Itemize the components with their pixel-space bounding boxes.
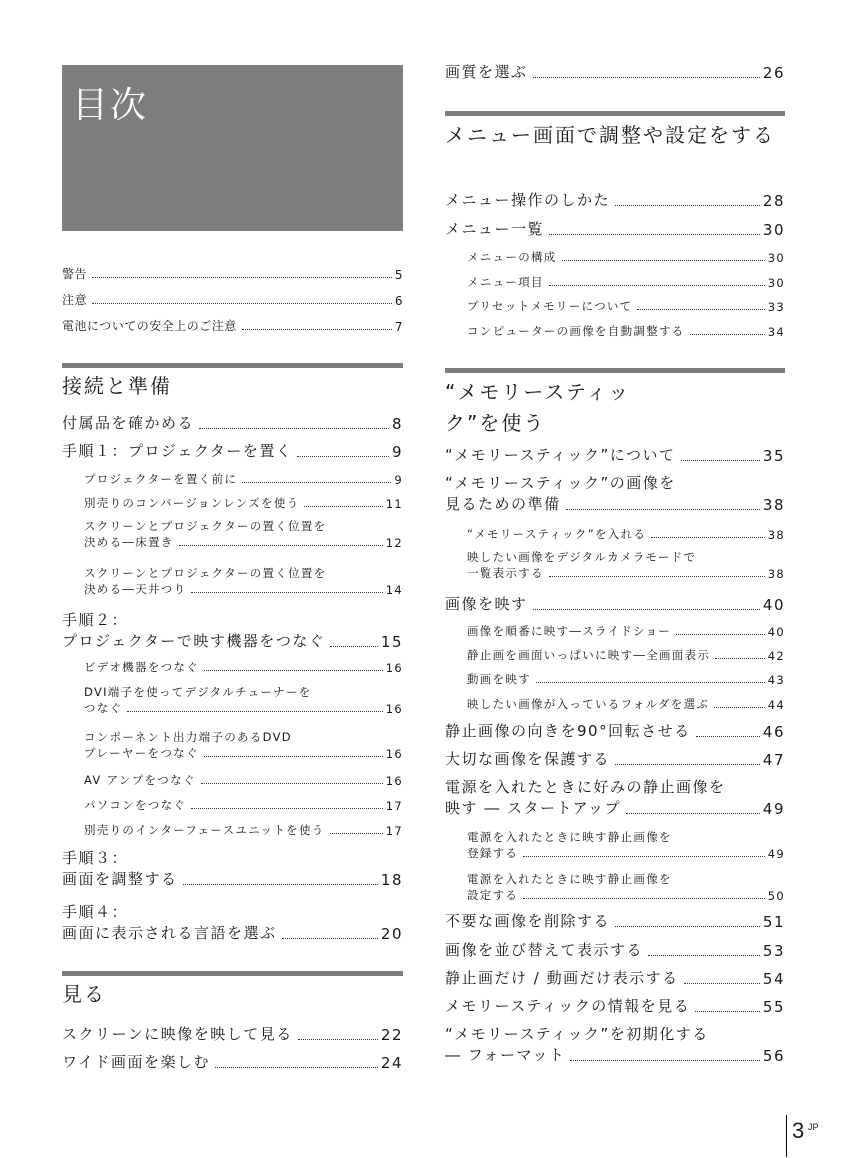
toc-entry[interactable] (62, 847, 403, 889)
entry-page: 56 (762, 1047, 785, 1065)
entry-title-line1: 手順３： (62, 849, 129, 867)
leader-dots (183, 884, 378, 885)
entry-page: 30 (767, 251, 785, 265)
toc-subentry[interactable] (62, 772, 403, 788)
entry-title: AV アンプをつなぐ (84, 773, 196, 787)
toc-entry[interactable] (445, 593, 785, 614)
toc-entry[interactable] (445, 910, 785, 931)
entry-title: 動画を映す (467, 672, 531, 686)
entry-title: 設定する (467, 888, 519, 902)
toc-subentry[interactable] (445, 871, 785, 903)
leader-dots (566, 509, 760, 510)
section-heading: メニュー画面で調整や設定をする (445, 123, 775, 147)
entry-title-line1: 手順２： (62, 611, 129, 629)
section-heading: 見る (62, 982, 106, 1006)
entry-title: ワイド画面を楽しむ (62, 1053, 211, 1071)
entry-title: コンピューターの画像を自動調整する (467, 324, 685, 338)
entry-page: 46 (762, 723, 785, 741)
entry-page: 35 (762, 447, 785, 465)
entry-title: ビデオ機器をつなぐ (84, 660, 199, 674)
entry-title: 別売りのインターフェースユニットを使う (84, 823, 325, 837)
leader-dots (549, 285, 765, 286)
entry-title: 映す ― スタートアップ (445, 799, 622, 817)
section-rule (62, 363, 403, 368)
leader-dots (695, 1011, 760, 1012)
entry-title: 不要な画像を削除する (445, 912, 611, 930)
entry-page: 40 (762, 596, 785, 614)
leader-dots (684, 983, 760, 984)
entry-title: 画質を選ぶ (445, 63, 528, 81)
entry-page: 11 (385, 497, 403, 511)
leader-dots (191, 808, 383, 809)
leader-dots (696, 736, 760, 737)
entry-title: 注意 (62, 293, 88, 307)
section-rule (62, 971, 403, 976)
entry-title: プロジェクターで映す機器をつなぐ (62, 632, 326, 650)
entry-title: スクリーンに映像を映して見る (62, 1025, 293, 1043)
toc-entry[interactable] (445, 776, 785, 818)
entry-page: 33 (767, 300, 785, 314)
entry-title: プロジェクターを置く前に (84, 472, 238, 486)
toc-entry-battery[interactable] (62, 317, 403, 334)
entry-page: 40 (767, 625, 785, 639)
entry-page: 5 (394, 268, 403, 282)
entry-title: 画像を映す (445, 595, 528, 613)
entry-title-line1: スクリーンとプロジェクターの置く位置を (84, 519, 327, 533)
entry-page: 53 (762, 942, 785, 960)
toc-subentry[interactable] (62, 495, 403, 511)
entry-page: 15 (380, 633, 403, 651)
entry-title: メモリースティックの情報を見る (445, 997, 691, 1015)
entry-page: 28 (762, 192, 785, 210)
toc-entry[interactable] (445, 444, 785, 465)
entry-page: 9 (394, 473, 403, 487)
entry-page: 50 (767, 889, 785, 903)
toc-entry[interactable] (445, 1023, 785, 1065)
toc-entry[interactable] (445, 189, 785, 210)
toc-entry[interactable] (62, 901, 403, 943)
leader-dots (549, 576, 765, 577)
entry-title: メニュー項目 (467, 275, 544, 289)
leader-dots (92, 277, 392, 278)
entry-title: プリセットメモリーについて (467, 299, 633, 313)
toc-entry[interactable] (62, 412, 403, 433)
entry-title: つなぐ (84, 701, 123, 715)
entry-title: メニュー一覧 (445, 220, 545, 238)
entry-title: 静止画像の向きを90°回転させる (445, 722, 691, 740)
entry-page: 17 (385, 824, 403, 838)
toc-subentry[interactable] (62, 729, 403, 761)
toc-subentry[interactable] (445, 274, 785, 290)
toc-subentry[interactable] (445, 647, 785, 663)
leader-dots (676, 634, 765, 635)
entry-page: 54 (762, 970, 785, 988)
page-number: 3 (792, 1118, 805, 1143)
leader-dots (651, 537, 765, 538)
entry-title-line1: “メモリースティック”の画像を (445, 474, 676, 492)
toc-subentry[interactable] (445, 549, 785, 581)
leader-dots (637, 309, 764, 310)
toc-subentry[interactable] (62, 565, 403, 597)
entry-title-line1: スクリーンとプロジェクターの置く位置を (84, 566, 327, 580)
toc-subentry[interactable] (62, 797, 403, 813)
entry-title: 手順１：プロジェクターを置く (62, 442, 293, 460)
section-menu (445, 111, 785, 150)
entry-page: 42 (767, 649, 785, 663)
toc-subentry[interactable] (445, 696, 785, 712)
entry-title-line1: 映したい画像をデジタルカメラモードで (467, 550, 697, 564)
toc-entry-warning[interactable] (62, 265, 403, 282)
entry-title: パソコンをつなぐ (84, 798, 187, 812)
entry-page: 49 (767, 847, 785, 861)
leader-dots (297, 456, 389, 457)
section-view (62, 971, 403, 1008)
toc-title-box (62, 65, 403, 231)
toc-entry-caution[interactable] (62, 291, 403, 308)
entry-page: 22 (380, 1026, 403, 1044)
leader-dots (714, 707, 765, 708)
entry-title: 一覧表示する (467, 566, 544, 580)
entry-title: 付属品を確かめる (62, 414, 195, 432)
footer-rule (786, 1115, 787, 1157)
entry-title: メニュー操作のしかた (445, 191, 611, 209)
leader-dots (523, 898, 765, 899)
toc-subentry[interactable] (62, 659, 403, 675)
leader-dots (570, 1060, 759, 1061)
leader-dots (282, 938, 378, 939)
entry-title: 警告 (62, 267, 88, 281)
leader-dots (179, 545, 383, 546)
toc-subentry[interactable] (445, 671, 785, 687)
leader-dots (626, 813, 760, 814)
entry-title: 決める―床置き (84, 535, 174, 549)
toc-subentry[interactable] (445, 298, 785, 314)
entry-title: 画面を調整する (62, 870, 178, 888)
leader-dots (648, 955, 760, 956)
leader-dots (533, 609, 760, 610)
leader-dots (330, 833, 383, 834)
entry-title: 決める―天井つり (84, 582, 187, 596)
section-rule (445, 368, 785, 373)
entry-page: 38 (767, 567, 785, 581)
entry-title: 別売りのコンバージョンレンズを使う (84, 496, 300, 510)
entry-title: 登録する (467, 846, 519, 860)
entry-page: 44 (767, 698, 785, 712)
leader-dots (298, 1039, 378, 1040)
leader-dots (681, 460, 760, 461)
leader-dots (690, 334, 765, 335)
entry-title: 大切な画像を保護する (445, 750, 611, 768)
entry-title: メニューの構成 (467, 250, 557, 264)
entry-page: 14 (385, 583, 403, 597)
entry-title-line1: 電源を入れたときに好みの静止画像を (445, 778, 726, 796)
entry-page: 30 (762, 221, 785, 239)
leader-dots (304, 506, 382, 507)
entry-page: 16 (385, 774, 403, 788)
leader-dots (199, 428, 389, 429)
leader-dots (615, 205, 760, 206)
entry-page: 51 (762, 913, 785, 931)
leader-dots (242, 482, 391, 483)
leader-dots (536, 682, 765, 683)
entry-title-line1: 電源を入れたときに映す静止画像を (467, 830, 672, 844)
entry-page: 16 (385, 661, 403, 675)
entry-page: 7 (394, 320, 403, 334)
leader-dots (204, 670, 383, 671)
entry-page: 8 (391, 415, 403, 433)
entry-page: 30 (767, 276, 785, 290)
section-heading: “メモリースティック”を使う (445, 380, 631, 435)
entry-title: ― フォーマット (445, 1046, 566, 1064)
entry-page: 16 (385, 702, 403, 716)
toc-entry[interactable] (62, 440, 403, 461)
leader-dots (715, 658, 765, 659)
entry-page: 18 (380, 871, 403, 889)
entry-page: 47 (762, 751, 785, 769)
section-rule (445, 111, 785, 116)
toc-entry[interactable] (445, 995, 785, 1016)
toc-title: 目次 (72, 85, 149, 126)
toc-entry[interactable] (445, 472, 785, 514)
entry-title: “メモリースティック”を入れる (467, 527, 647, 541)
entry-page: 16 (385, 747, 403, 761)
leader-dots (330, 646, 378, 647)
toc-subentry[interactable] (445, 829, 785, 861)
entry-title: 見るための準備 (445, 495, 561, 513)
entry-title-line1: コンポーネント出力端子のあるDVD (84, 730, 292, 744)
entry-title-line1: DVI端子を使ってデジタルチューナーを (84, 685, 312, 699)
entry-page: 9 (391, 443, 403, 461)
leader-dots (562, 260, 765, 261)
entry-title-line1: 手順４： (62, 903, 129, 921)
entry-page: 49 (762, 800, 785, 818)
leader-dots (201, 783, 383, 784)
toc-entry[interactable] (445, 218, 785, 239)
toc-subentry[interactable] (445, 249, 785, 265)
leader-dots (615, 926, 760, 927)
entry-page: 24 (380, 1054, 403, 1072)
entry-page: 55 (762, 998, 785, 1016)
entry-page: 38 (767, 528, 785, 542)
leader-dots (615, 764, 760, 765)
leader-dots (191, 592, 382, 593)
entry-title: 画像を並び替えて表示する (445, 941, 644, 959)
entry-page: 12 (385, 536, 403, 550)
entry-page: 43 (767, 673, 785, 687)
entry-page: 38 (762, 496, 785, 514)
toc-entry[interactable] (445, 748, 785, 769)
leader-dots (127, 711, 382, 712)
toc-subentry[interactable] (445, 323, 785, 339)
entry-page: 6 (394, 294, 403, 308)
entry-title: 静止画を画面いっぱいに映す―全画面表示 (467, 648, 711, 662)
toc-subentry[interactable] (445, 526, 785, 542)
toc-entry[interactable] (62, 1023, 403, 1044)
leader-dots (523, 856, 765, 857)
entry-title: 電池についての安全上のご注意 (62, 319, 237, 333)
leader-dots (204, 756, 383, 757)
leader-dots (92, 303, 392, 304)
entry-title-line1: 電源を入れたときに映す静止画像を (467, 872, 672, 886)
entry-title: プレーヤーをつなぐ (84, 746, 199, 760)
toc-subentry[interactable] (62, 518, 403, 550)
toc-entry[interactable] (445, 720, 785, 741)
leader-dots (549, 234, 760, 235)
toc-entry[interactable] (445, 967, 785, 988)
toc-subentry[interactable] (62, 684, 403, 716)
entry-page: 34 (767, 325, 785, 339)
entry-title: 静止画だけ / 動画だけ表示する (445, 969, 679, 987)
toc-entry[interactable] (62, 1051, 403, 1072)
leader-dots (533, 77, 760, 78)
toc-entry[interactable] (445, 939, 785, 960)
section-heading: 接続と準備 (62, 374, 172, 398)
leader-dots (242, 329, 392, 330)
entry-page: 20 (380, 925, 403, 943)
entry-page: 17 (385, 799, 403, 813)
entry-page: 26 (762, 64, 785, 82)
toc-subentry[interactable] (445, 623, 785, 639)
toc-entry[interactable] (445, 61, 785, 82)
toc-entry[interactable] (62, 609, 403, 651)
entry-title-line1: “メモリースティック”を初期化する (445, 1025, 709, 1043)
entry-title: “メモリースティック”について (445, 446, 676, 464)
section-memory-stick (445, 368, 785, 439)
toc-subentry[interactable] (62, 471, 403, 487)
entry-title: 映したい画像が入っているフォルダを選ぶ (467, 697, 710, 711)
entry-title: 画面に表示される言語を選ぶ (62, 924, 277, 942)
toc-subentry[interactable] (62, 822, 403, 838)
leader-dots (215, 1067, 378, 1068)
page-suffix: JP (808, 1122, 819, 1132)
section-setup (62, 363, 403, 400)
entry-title: 画像を順番に映す―スライドショー (467, 624, 672, 638)
